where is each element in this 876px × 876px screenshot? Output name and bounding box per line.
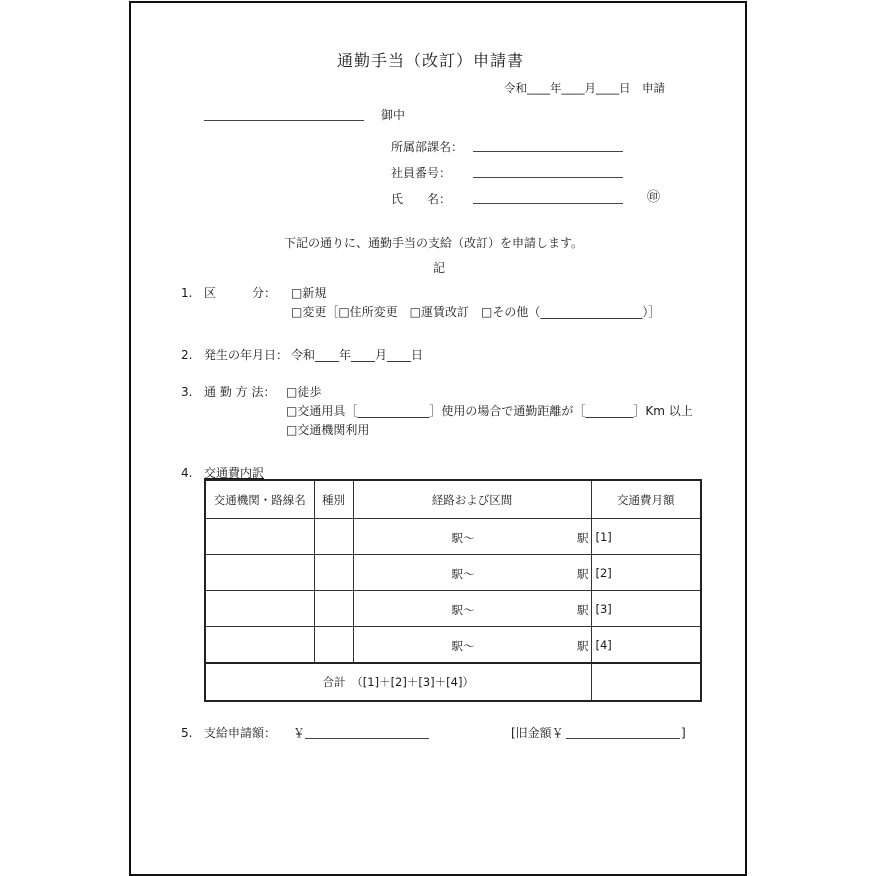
section2-label: 発生の年月日： (204, 348, 289, 362)
header-line-name: 交通機関・路線名 (205, 480, 314, 519)
section1-label: 区 分： (204, 286, 277, 300)
employee-number-field[interactable] (473, 177, 623, 178)
route-to: 駅 (577, 531, 589, 545)
amount-cell[interactable]: [3] (591, 591, 701, 627)
dept-label: 所属部課名： (391, 140, 464, 154)
table-row (205, 555, 701, 591)
intro-text: 下記の通りに、通勤手当の支給（改訂）を申請します。 (284, 236, 584, 250)
section4-number: 4. (181, 466, 193, 480)
fare-breakdown-table (204, 479, 702, 702)
section5-label: 支給申請額： (204, 726, 277, 740)
route-cell[interactable] (353, 591, 591, 627)
change-checkbox-options[interactable]: □変更［□住所変更 □運賃改訂 □その他（_________________）］ (291, 305, 661, 319)
type-cell[interactable] (314, 627, 353, 664)
line-name-cell[interactable] (205, 627, 314, 664)
amount-cell[interactable]: [2] (591, 555, 701, 591)
total-row (205, 663, 701, 701)
header-type: 種別 (314, 480, 353, 519)
route-to: 駅 (577, 567, 589, 581)
new-checkbox-option[interactable]: □新規 (291, 286, 327, 300)
route-cell[interactable] (353, 627, 591, 664)
total-label: 合計 （[1]＋[2]＋[3]＋[4]） (205, 663, 591, 701)
route-from: 駅～ (451, 639, 475, 653)
section2-number: 2. (181, 348, 193, 362)
seal-mark: ㊞ (647, 190, 661, 205)
walk-checkbox-option[interactable]: □徒歩 (286, 385, 322, 399)
section3-label: 通 勤 方 法： (204, 385, 276, 399)
line-name-cell[interactable] (205, 555, 314, 591)
name-field[interactable] (473, 203, 623, 204)
header-monthly-fare: 交通費月額 (591, 480, 701, 519)
amount-cell[interactable]: [1] (591, 519, 701, 555)
vehicle-checkbox-option[interactable]: □交通用具［____________］使用の場合で通勤距離が［________］Km 以上 (286, 404, 693, 418)
route-cell[interactable] (353, 555, 591, 591)
amount-cell[interactable]: [4] (591, 627, 701, 664)
old-amount-label: [旧金額￥ (511, 726, 564, 740)
route-to: 駅 (577, 639, 589, 653)
table-row (205, 591, 701, 627)
line-name-cell[interactable] (205, 519, 314, 555)
requested-amount-field[interactable] (305, 738, 429, 739)
header-route: 経路および区間 (353, 480, 591, 519)
line-name-cell[interactable] (205, 591, 314, 627)
route-from: 駅～ (451, 567, 475, 581)
route-from: 駅～ (451, 603, 475, 617)
section4-label: 交通費内訳 (204, 466, 265, 480)
section1-number: 1. (181, 286, 193, 300)
yen-sign: ￥ (293, 726, 306, 740)
route-cell[interactable] (353, 519, 591, 555)
transit-checkbox-option[interactable]: □交通機関利用 (286, 423, 370, 437)
old-amount-field[interactable] (566, 738, 680, 739)
table-row (205, 627, 701, 664)
application-form-page (129, 1, 747, 876)
table-row (205, 519, 701, 555)
name-label: 氏 名： (391, 192, 452, 206)
route-to: 駅 (577, 603, 589, 617)
type-cell[interactable] (314, 519, 353, 555)
form-title: 通勤手当（改訂）申請書 (337, 51, 525, 70)
ki-heading: 記 (433, 261, 446, 275)
dept-field[interactable] (473, 151, 623, 152)
section3-number: 3. (181, 385, 193, 399)
occurrence-date-field[interactable]: 令和____年____月____日 (291, 348, 424, 362)
type-cell[interactable] (314, 555, 353, 591)
route-from: 駅～ (451, 531, 475, 545)
section5-number: 5. (181, 726, 193, 740)
recipient-suffix: 御中 (381, 108, 406, 122)
type-cell[interactable] (314, 591, 353, 627)
recipient-field[interactable] (204, 120, 364, 121)
application-date-line[interactable]: 令和____年____月____日 申請 (504, 81, 665, 95)
old-amount-close: ] (681, 726, 686, 740)
employee-number-label: 社員番号： (391, 166, 452, 180)
table-header-row (205, 480, 701, 519)
total-amount-cell[interactable] (591, 663, 701, 701)
